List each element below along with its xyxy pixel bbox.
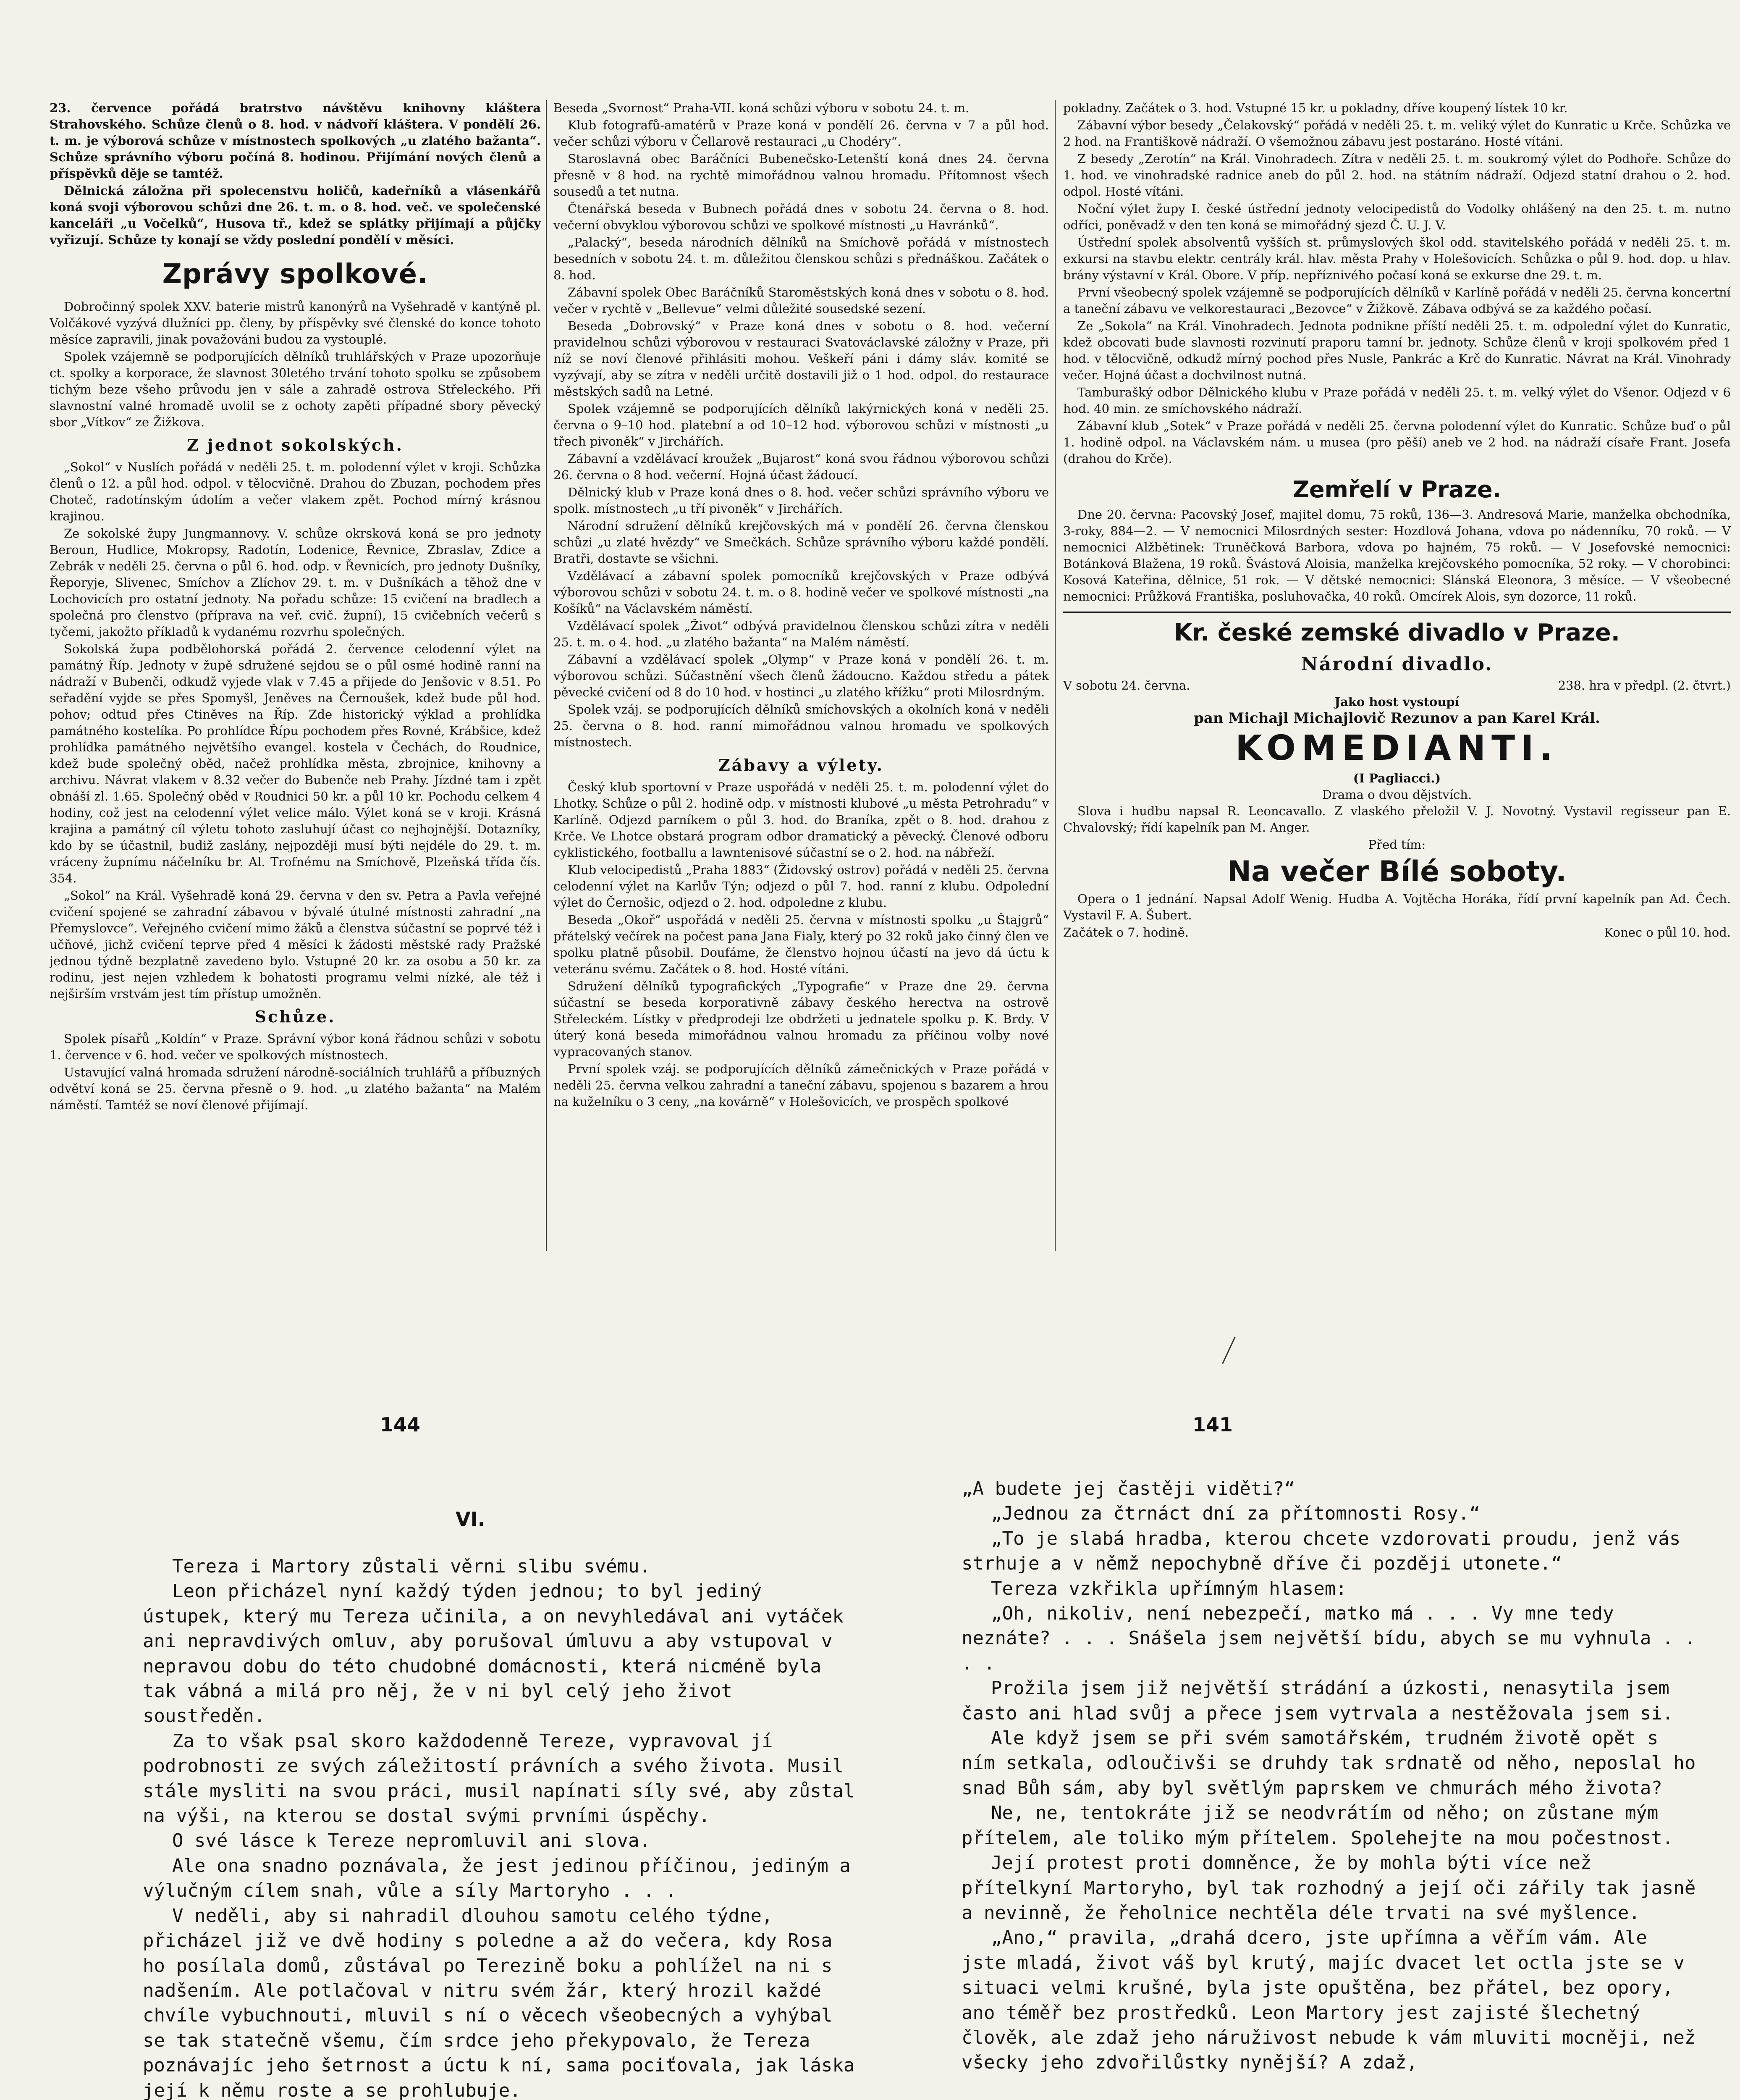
novel-paragraph: „To je slabá hradba, kterou chcete vzdorovati proudu, jenž vás strhuje a v němž nepochybně dříve či později utonete.“ (962, 1528, 1681, 1575)
newspaper-column-2 (553, 100, 1049, 1251)
notice-paragraph: Spolek vzájemně se podporujících dělníků truhlářských v Praze upozorňuje ct. spolky a korporace, že slavnost 30letého trvání tohoto spolku se způsobem tichým beze všeho průvodu jen v sále a zahradě ostrova Střeleckého. Při slavnostní valné hromadě uvolil se z ochoty zapěti případné sbory pěvecký sbor „Vítkov“ ze Žižkova. (50, 349, 541, 429)
notice-paragraph: pokladny. Začátek o 3. hod. Vstupné 15 kr. u pokladny, dříve koupený lístek 10 kr. (1063, 101, 1568, 115)
notice-paragraph: Z besedy „Zerotín“ na Král. Vinohradech. Zítra v neděli 25. t. m. soukromý výlet do Podhoře. Schůze do 1. hod. ve vinohradské radnice aneb do půl 2. hod. na státním nádraží. Odjezd statní drahou o 2. hod. odpol. Hosté vítáni. (1063, 152, 1731, 199)
notice-paragraph: Spolek písařů „Koldín“ v Praze. Správní výbor koná řádnou schůzi v sobotu 1. července v 6. hod. večer ve spolkových místnostech. (50, 1032, 541, 1062)
notice-paragraph: Národní sdružení dělníků krejčovských má v pondělí 26. června členskou schůzi „u zlaté hvězdy“ ve Smečkách. Schůze správního výboru každé pondělí. Bratři, dostavte se všichni. (553, 519, 1049, 566)
intro-paragraph: 23. července pořádá bratrstvo návštěvu knihovny kláštera Strahovského. Schůze členů o 8. hod. v nádvoří kláštera. V pondělí 26. t. m. je výborová schůze v místnostech spolkových „u zlatého bažanta“. Schůze správního výboru počíná 8. hodinou. Přijímání nových členů a příspěvků děje se tamtéž. (50, 101, 541, 181)
times-row (1063, 924, 1731, 941)
guest-names: pan Michajl Michajlovič Rezunov a pan Karel Král. (1194, 710, 1600, 727)
novel-paragraph: O své lásce k Tereze nepromluvil ani slova. (172, 1830, 651, 1852)
notice-paragraph: Ustavující valná hromada sdružení národně-sociálních truhlářů a příbuzných odvětví koná se 25. června přesně o 9. hod. „u zlatého bažanta“ na Malém náměstí. Tamtéž se noví členové přijímají. (50, 1065, 541, 1112)
notice-paragraph: Staroslavná obec Baráčníci Bubenečsko-Letenští koná dnes 24. června přesně v 8 hod. na rychtě mimořádnou valnou hromadu. Přítomnost všech sousedů a tet nutna. (553, 152, 1049, 199)
play-credits: Slova i hudbu napsal R. Leoncavallo. Z vlaského přeložil V. J. Novotný. Vystavil regisseur pan E. Chvalovský; řídí kapelník pan M. Anger. (1063, 804, 1731, 835)
notice-paragraph: Sokolská župa podbělohorská pořádá 2. července celodenní výlet na památný Říp. Jednoty v župě sdružené sejdou se o půl osmé hodině ranní na nádraží v Bubenči, odkudž vyjede vlak v 7.45 a přijede do Jenšovic v 8.51. Po seřadění vyjde se přes Spomyšl, Jeněves na Černoušek, kdež bude půl hod. pohov; odtud přes Ctiněves na Říp. Zde historický výklad a prohlídka památného kostelíka. Po prohlídce Řípu pochodem přes Rovné, Krábšice, kdež prohlídka památného největšího evangel. kostela v Čechách, do Roudnice, kdež bude společný oběd, načež prohlídka města, zbrojnice, knihovny a archivu. Návrat vlakem v 8.32 večer do Bubenče neb Prahy. Jízdné tam i zpět obnáší zl. 1.65. Společný oběd v Roudnici 50 kr. a půl 10 kr. Pochodu celkem 4 hodiny, což jest na celodenní výlet velice málo. Výlet koná se v kroji. Krásná krajina a památný cíl výletu tohoto zasluhují účast co nejhojnější. Dotazníky, kdo by se účastnil, budiž zaslány, nejpozději musí býti nejdéle do 29. t. m. vráceny župnímu náčelníku br. Al. Trofnému na Smíchově, Plzeňská třída čís. 354. (50, 642, 541, 885)
novel-left-page (143, 1554, 857, 2100)
novel-paragraph: Prožila jsem již největší strádání a úzkosti, nenasytila jsem často ani hlad svůj a přece jsem vytrvala a nestěžovala jsem si. (962, 1677, 1674, 1724)
guest-line: Jako host vystoupí (1334, 695, 1460, 709)
deaths-heading: Zemřelí v Praze. (1292, 476, 1502, 503)
notice-paragraph: Zábavní a vzdělávací kroužek „Bujarost“ koná svou řádnou výborovou schůzi 26. června o 8 hod. večerní. Hojná účast žádoucí. (553, 452, 1049, 482)
notice-paragraph: Beseda „Dobrovský“ v Praze koná dnes v sobotu o 8. hod. večerní pravidelnou schůzi výborovou v restauraci Svatováclavské záložny v Praze, při níž se noví členové přihlásiti mohou. Veškeří páni i dámy sláv. komité se vyzývají, aby se zítra v neděli určitě dostavili již o 1 hod. odpol. do restaurace městských sadů na Letné. (553, 319, 1049, 399)
novel-paragraph: Její protest proti domněnce, že by mohla býti více než přítelkyní Martoryho, byl tak rozhodný a její oči zářily tak jasně a nevinně, že řeholnice nechtěla déle trvati na své myšlence. (962, 1852, 1696, 1924)
newspaper-column-3 (1063, 100, 1731, 1251)
notice-paragraph: Beseda „Svornost“ Praha-VII. koná schůzi výboru v sobotu 24. t. m. (553, 101, 970, 115)
notice-paragraph: Český klub sportovní v Praze uspořádá v neděli 25. t. m. polodenní výlet do Lhotky. Schůze o půl 2. hodině odp. v místnosti klubové „u města Petrohradu“ v Karlíně. Odjezd parníkem o půl 3. hod. do Braníka, zpět o 8. hod. drahou z Krče. Ve Lhotce obstará program odbor dramatický a pěvecký. Členové odboru cyklistického, footballu a lawntenisové súčastní se o 2. hod. na nábřeží. (553, 780, 1049, 860)
notice-paragraph: Spolek vzáj. se podporujících dělníků smíchovských a okolních koná v neděli 25. června o 8. hod. ranní mimořádnou valnou hromadu ve spolkových místnostech. (553, 702, 1049, 749)
novel-paragraph: Ale ona snadno poznávala, že jest jedinou příčinou, jediným a výlučným cílem snah, vůle a síly Martoryho . . . (143, 1855, 851, 1902)
pencil-mark (1222, 1337, 1235, 1364)
notice-paragraph: Dělnický klub v Praze koná dnes o 8. hod. večer schůzi správního výboru ve spolk. místnostech „u tří pivoněk“ v Jirchářích. (553, 485, 1049, 516)
novel-paragraph: „Oh, nikoliv, není nebezpečí, matko má . . . Vy mne tedy neznáte? . . . Snášela jsem největší bídu, abych se mu vyhnula . . . . (962, 1603, 1696, 1674)
notice-paragraph: Vzdělávací spolek „Život“ odbývá pravidelnou členskou schůzi zítra v neděli 25. t. m. o 4. hod. „u zlatého bažanta“ na Malém náměstí. (553, 619, 1049, 649)
performance-info-row (1063, 677, 1731, 694)
column-divider (1055, 100, 1056, 1251)
novel-paragraph: Tereza vzkřikla upřímným hlasem: (991, 1578, 1347, 1599)
notice-paragraph: „Sokol“ na Král. Vyšehradě koná 29. června v den sv. Petra a Pavla veřejné cvičení spojené se zahradní zábavou v bývalé útulné místnosti zahradní „na Přemyslovce“. Veřejného cvičení mimo žáků a členstva súčastní se poprvé též i učňové, jichž cvičení teprve před 4 měsíci k žádosti městské rady Pražské jednou týdně bezplatně zavedeno bylo. Vstupné 20 kr. za osobu a 50 kr. za rodinu, jest nejen vzhledem k bohatosti programu velmi nízké, ale též i nejširším vrstvám jest tím přístup umožněn. (50, 888, 541, 1001)
column-divider (546, 100, 547, 1251)
page-number-right: 141 (1192, 1413, 1233, 1436)
notice-paragraph: Klub velocipedistů „Praha 1883“ (Židovský ostrov) pořádá v neděli 25. června celodenní výlet na Karlův Týn; odjezd o půl 7. hod. ranní z klubu. Odpolední výlet do Černošic, odjezd o 2. hod. odpoledne z klubu. (553, 863, 1049, 910)
notice-paragraph: Zábavní spolek Obec Baráčníků Staroměstských koná dnes v sobotu o 8. hod. večer v rychtě v „Bellevue“ velmi důležité sousedské sezení. (553, 285, 1049, 316)
notice-paragraph: Čtenářská beseda v Bubnech pořádá dnes v sobotu 24. června o 8. hod. večerní obvyklou výborovou schůzi ve spolkové místnosti „u Havránků“. (553, 202, 1049, 232)
chapter-heading: VI. (456, 1508, 485, 1530)
notice-paragraph: Tamburašký odbor Dělnického klubu v Praze pořádá v neděli 25. t. m. velký výlet do Všenor. Odjezd v 6 hod. 40 min. ze smíchovského nádraží. (1063, 385, 1731, 416)
notice-paragraph: Ústřední spolek absolventů vyšších st. průmyslových škol odd. stavitelského pořádá v neděli 25. t. m. exkursi na stavbu elektr. centrály král. hlav. města Prahy v Holešovicích. Schůzka o půl 9. hod. dop. u hlav. brány výstavní v Král. Obore. V příp. nepříznivého počasí koná se exkurse dne 29. t. m. (1063, 235, 1731, 282)
section-heading: Zprávy spolkové. (162, 259, 428, 290)
play-title: KOMEDIANTI. (1235, 728, 1559, 768)
end-time: Konec o půl 10. hod. (1604, 925, 1731, 940)
notice-paragraph: „Sokol“ v Nuslích pořádá v neděli 25. t. m. polodenní výlet v kroji. Schůzka členů o 12. a půl hod. odpol. v tělocvičně. Drahou do Zbuzan, pochodem přes Choteč, radotínským údolím a večer vlakem zpět. Pochod mírný krásnou krajinou. (50, 460, 541, 523)
before-label: Před tím: (1368, 837, 1426, 852)
play-genre: Drama o dvou dějstvích. (1322, 788, 1472, 802)
notice-paragraph: Ze sokolské župy Jungmannovy. V. schůze okrsková koná se pro jednoty Beroun, Hudlice, Mokropsy, Radotín, Lodenice, Řevnice, Zbraslav, Zdice a Zebrák v neděli 25. června o půl 6. hod. odp. v Řevnicích, pro jednoty Dušníky, Řeporyje, Slivenec, Smíchov a Zlíchov 29. t. m. v Dušníkách a těhož dne v Lochovicích pro ostatní jednoty. Na pořadu schůze: 15 cvičení na bradlech a společná pro členstvo (příprava na veř. cvič. župní), 15 cvičebních večerů s tyčemi, jakožto příkladů k vydanému rozvrhu společných. (50, 526, 541, 639)
novel-right-page (962, 1476, 1701, 2075)
newspaper-column-1 (50, 100, 541, 1251)
notice-paragraph: První všeobecný spolek vzájemně se podporujících dělníků v Karlíně pořádá v neděli 25. června koncertní a taneční zábavu ve velkorestauraci „Bezovce“ v Žižkově. Zábava odbývá se za každého počasí. (1063, 285, 1731, 316)
second-play-title: Na večer Bílé soboty. (1227, 855, 1567, 888)
novel-paragraph: Tereza i Martory zůstali věrni slibu svému. (172, 1556, 651, 1577)
subsection-heading: Schůze. (254, 1007, 336, 1026)
novel-paragraph: „A budete jej častěji viděti?“ (962, 1478, 1295, 1499)
notice-paragraph: Ze „Sokola“ na Král. Vinohradech. Jednota podnikne příští neděli 25. t. m. odpolední výlet do Kunratic, kdež obcovati bude slavnosti rozvinutí praporu tamní br. jednoty. Schůze členů v kroji spolkovém před 1 hod. v tělocvičně, odkudž mírný pochod přes Nusle, Pankrác a Krč do Kunratic. Návrat na Král. Vinohrady večer. Hojná účast a dochvilnost nutná. (1063, 319, 1731, 382)
subsection-heading: Zábavy a výlety. (718, 756, 884, 774)
theatre-subheading: Národní divadlo. (1301, 654, 1493, 675)
start-time: Začátek o 7. hodině. (1063, 925, 1189, 940)
notice-paragraph: Dobročinný spolek XXV. baterie mistrů kanonýrů na Vyšehradě v kantýně pl. Volčákové vyzývá dlužníci pp. členy, by příspěvky své členské do konce tohoto měsíce zapravili, jinak považováni budou za vystouplé. (50, 299, 541, 346)
novel-paragraph: Ne, ne, tentokráte již se neodvrátím od něho; on zůstane mým přítelem, ale toliko mým přítelem. Spolehejte na mou počestnost. (962, 1802, 1674, 1849)
deaths-paragraph: Dne 20. června: Pacovský Josef, majitel domu, 75 roků, 136—3. Andresová Marie, manželka obchodníka, 3-roky, 884—2. — V nemocnici Milosrdných sester: Hozdlová Johana, vdova po nádenníku, 70 roků. — V nemocnici Alžbětinek: Truněčková Barbora, vdova po hajném, 75 roků. — V Josefovské nemocnici: Botánková Blažena, 19 roků. Švástová Aloisia, manželka krejčovského pomocníka, 52 roky. — V chorobinci: Kosová Kateřina, dělnice, 51 rok. — V dětské nemocnici: Slánská Eleonora, 3 měsíce. — V všeobecné nemocnici: Průžková Františka, posluhovačka, 40 roků. Omcírek Alois, syn dozorce, 11 roků. (1063, 507, 1731, 604)
notice-paragraph: „Palacký“, beseda národních dělníků na Smíchově pořádá v místnostech besedních v sobotu 24. t. m. důležitou členskou schůzi s přednáškou. Začátek o 8. hod. (553, 235, 1049, 282)
novel-paragraph: Ale když jsem se při svém samotářském, trudném životě opět s ním setkala, odloučivši se druhdy tak srdnatě od něho, neposlal ho snad Bůh sám, aby byl světlým paprskem ve chmurách mého života? (962, 1727, 1696, 1799)
novel-paragraph: „Jednou za čtrnáct dní za přítomnosti Rosy.“ (991, 1503, 1481, 1525)
notice-paragraph: Spolek vzájemně se podporujících dělníků lakýrnických koná v neděli 25. června o 9–10 hod. platební a od 10–12 hod. výborovou schůzi v místnosti „u třech pivoněk“ v Jirchářích. (553, 402, 1049, 449)
performance-date: V sobotu 24. června. (1063, 678, 1190, 693)
subscription-info: 238. hra v předpl. (2. čtvrt.) (1558, 678, 1731, 693)
novel-paragraph: „Ano,“ pravila, „drahá dcero, jste upřímna a věřím vám. Ale jste mladá, život váš byl krutý, majíc dvacet let octla jste se v situaci velmi krušné, byla jste opuštěna, bez přátel, bez opory, ano téměř bez prostředků. Leon Martory jest zajisté šlechetný člověk, ale zdaž jeho náruživost nebude k vám mluviti mocněji, než všecky jeho zdvořilůstky nynější? A zdaž, (962, 1927, 1696, 2074)
notice-paragraph: Zábavní klub „Sotek“ v Praze pořádá v neděli 25. června polodenní výlet do Kunratic. Schůze buď o půl 1. hodině odpol. na Václavském nám. u musea (pro pěší) aneb ve 2 hod. na nádraží císaře Frant. Josefa (drahou do Krče). (1063, 419, 1731, 466)
novel-paragraph: Leon přicházel nyní každý týden jednou; to byl jediný ústupek, který mu Tereza učinila, a on nevyhledával ani vytáček ani nepravdivých omluv, aby porušoval úmluvu a aby vstupoval v nepravou dobu do této chudobné domácnosti, která nicméně byla tak vábná a milá pro něj, že v ni byl celý jeho život soustředěn. (143, 1580, 844, 1727)
novel-paragraph: V neděli, aby si nahradil dlouhou samotu celého týdne, přicházel již ve dvě hodiny s poledne a až do večera, kdy Rosa ho posílala domů, zůstával po Terezině boku a pohlížel na ni s nadšením. Ale potlačoval v nitru svém žár, který hrozil každé chvíle vybuchnouti, mluvil s ní o věcech všeobecných a vyhýbal se tak statečně všemu, čím srdce jeho překypovalo, že Tereza poznávajíc jeho šetrnost a úctu k ní, sama pociťovala, jak láska její k němu roste a se prohlubuje. (143, 1905, 855, 2100)
notice-paragraph: Zábavní výbor besedy „Čelakovský“ pořádá v neděli 25. t. m. veliký výlet do Kunratic u Krče. Schůzka ve 2 hod. na Františkově nádraží. O všemožnou zábavu jest postaráno. Hosté vítáni. (1063, 118, 1731, 149)
notice-paragraph: Beseda „Okoř“ uspořádá v neděli 25. června v místnosti spolku „u Štajgrů“ přátelský večírek na počest pana Jana Fialy, který po 32 roků jako činný člen ve spolku platně působil. Doufáme, že členstvo hojnou účastí na jevo dá úctu k veteránu svému. Začátek o 8. hod. Hosté vítáni. (553, 913, 1049, 976)
intro-paragraph: Dělnická záložna při spolecenstvu holičů, kadeřníků a vlásenkářů koná svoji výborovou schůzi dne 26. t. m. o 8. hod. več. ve společenské kanceláři „u Vočelků“, Husova tř., kdež se splátky přijímají a půjčky vyřizují. Schůze ty konají se vždy poslední pondělí v měsíci. (50, 184, 541, 247)
novel-paragraph: Za to však psal skoro každodenně Tereze, vypravoval jí podrobnosti ze svých záležitostí právních a svého života. Musil stále mysliti na svou práci, musil napínati síly své, aby zůstal na výši, na kterou se dostal svými prvními úspěchy. (143, 1730, 855, 1827)
play-original-title: (I Pagliacci.) (1353, 771, 1441, 785)
notice-paragraph: Zábavní a vzdělávací spolek „Olymp“ v Praze koná v pondělí 26. t. m. výborovou schůzi. Súčastnění všech členů žádoucno. Každou středu a pátek pěvecké cvičení od 8 do 10 hod. v hostinci „u zlatého křížku“ proti Milosrdným. (553, 652, 1049, 699)
notice-paragraph: Noční výlet župy I. české ústřední jednoty velocipedistů do Vodolky ohlášený na den 25. t. m. nutno odříci, poněvadž v den ten koná se mimořádný sjezd Č. U. J. V. (1063, 202, 1731, 232)
notice-paragraph: Vzdělávací a zábavní spolek pomocníků krejčovských v Praze odbývá výborovou schůzi v sobotu 24. t. m. o 8. hodině večer ve spolkové místnosti „na Košíků“ na Václavském náměstí. (553, 569, 1049, 616)
subsection-heading: Z jednot sokolských. (187, 436, 404, 454)
theatre-heading: Kr. české zemské divadlo v Praze. (1063, 612, 1731, 650)
notice-paragraph: První spolek vzáj. se podporujících dělníků zámečnických v Praze pořádá v neděli 25. června velkou zahradní a taneční zábavu, spojenou s bazarem a hrou na kuželníku o 3 ceny, „na kovárně“ v Holešovicích, ve prospěch spolkové (553, 1062, 1049, 1109)
page-number-left: 144 (380, 1413, 421, 1436)
notice-paragraph: Sdružení dělníků typografických „Typografie“ v Praze dne 29. června súčastní se beseda korporativně zábavy českého herectva na ostrově Střeleckém. Lístky v předprodeji lze obdržeti u jednatele spolku p. K. Brdy. V úterý koná beseda mimořádnou valnou hromadu za příčinou volby nové vypracovaných stanov. (553, 979, 1049, 1059)
second-play-credits: Opera o 1 jednání. Napsal Adolf Wenig. Hudba A. Vojtěcha Horáka, řídí první kapelník pan Ad. Čech. Vystavil F. A. Šubert. (1063, 892, 1731, 922)
notice-paragraph: Klub fotografů-amatérů v Praze koná v pondělí 26. června v 7 a půl hod. večer schůzi výboru v Čellarově restauraci „u Chodéry“. (553, 118, 1049, 149)
